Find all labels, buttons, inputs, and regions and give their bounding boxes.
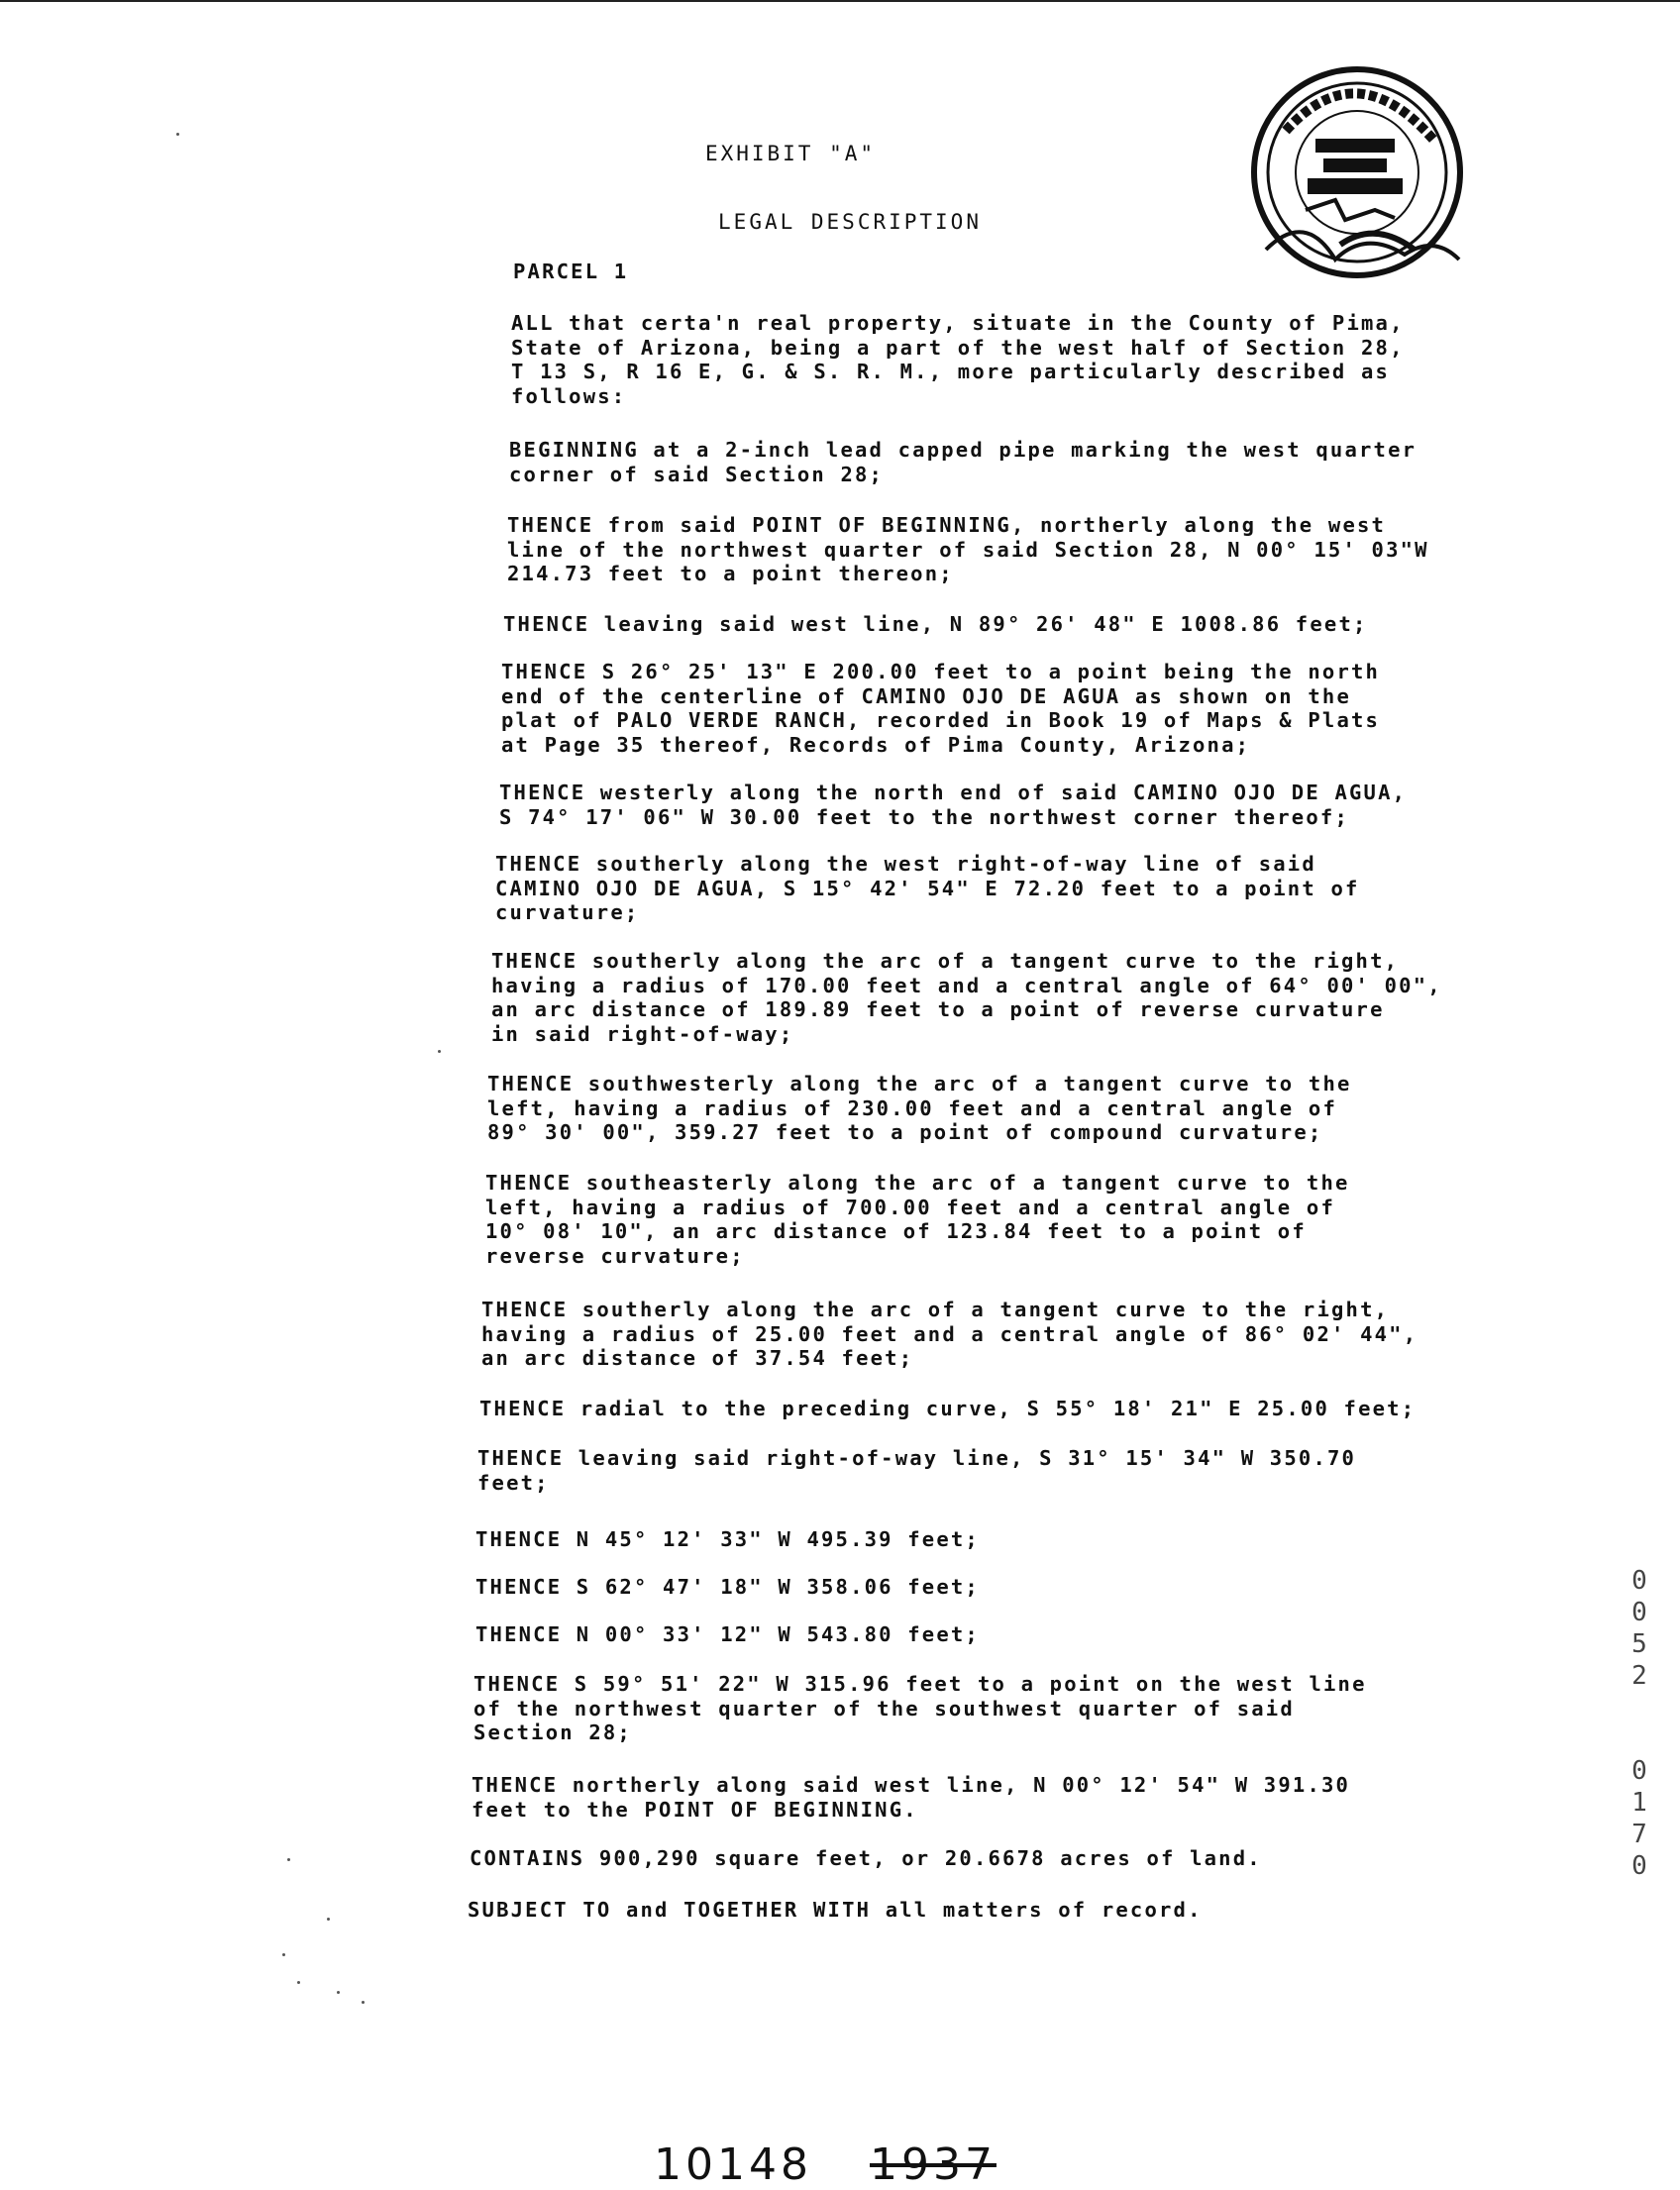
paragraph-course-1: THENCE from said POINT OF BEGINNING, northerly along the west line of the northwest quarter of said Section 28, N 00° 15' 03"W 214.73 feet to a point thereon; bbox=[507, 513, 1429, 585]
paragraph-course-2: THENCE leaving said west line, N 89° 26' 48" E 1008.86 feet; bbox=[503, 612, 1368, 636]
parcel-label: PARCEL 1 bbox=[513, 260, 629, 283]
scan-speck bbox=[362, 2001, 365, 2004]
paragraph-course-11: THENCE leaving said right-of-way line, S 31° 15' 34" W 350.70 feet; bbox=[477, 1446, 1357, 1495]
scan-top-edge bbox=[0, 0, 1680, 2]
scan-speck bbox=[176, 133, 179, 136]
scan-speck bbox=[287, 1858, 290, 1861]
paragraph-course-16: THENCE northerly along said west line, N 00° 12' 54" W 391.30 feet to the POINT OF BEGINNING. bbox=[472, 1773, 1351, 1822]
paragraph-course-13: THENCE S 62° 47' 18" W 358.06 feet; bbox=[475, 1575, 980, 1599]
margin-document-number-top: 0 0 5 2 bbox=[1631, 1566, 1647, 1691]
paragraph-course-6: THENCE southerly along the arc of a tangent curve to the right, having a radius of 170.00 feet and a central angle of 64° 00' 00", an arc distance of 189.89 feet to a point of reverse curvature in said right-of-way; bbox=[491, 949, 1442, 1046]
paragraph-course-4: THENCE westerly along the north end of said CAMINO OJO DE AGUA, S 74° 17' 06" W 30.00 feet to the northwest corner thereof; bbox=[499, 781, 1408, 829]
paragraph-course-3: THENCE S 26° 25' 13" E 200.00 feet to a point being the north end of the centerline of CAMINO OJO DE AGUA as shown on the plat of PALO VERDE RANCH, recorded in Book 19 of Maps & Plats at Page 35 thereof, Records of Pima County, Arizona; bbox=[501, 660, 1381, 757]
paragraph-course-9: THENCE southerly along the arc of a tangent curve to the right, having a radius of 25.00 feet and a central angle of 86° 02' 44", an arc distance of 37.54 feet; bbox=[481, 1298, 1418, 1370]
scan-speck bbox=[327, 1918, 330, 1921]
handwritten-page-number bbox=[654, 2139, 997, 2190]
surveyor-seal-stamp bbox=[1246, 61, 1469, 284]
paragraph-course-5: THENCE southerly along the west right-of-way line of said CAMINO OJO DE AGUA, S 15° 42' 54" E 72.20 feet to a point of curvature; bbox=[495, 852, 1360, 924]
paragraph-subject-to: SUBJECT TO and TOGETHER WITH all matters of record. bbox=[468, 1898, 1203, 1922]
scan-speck bbox=[297, 1981, 300, 1984]
paragraph-beginning: BEGINNING at a 2-inch lead capped pipe marking the west quarter corner of said Section 28; bbox=[509, 438, 1418, 486]
paragraph-course-7: THENCE southwesterly along the arc of a tangent curve to the left, having a radius of 230.00 feet and a central angle of 89° 30' 00", 359.27 feet to a point of compound curvature; bbox=[487, 1072, 1352, 1144]
paragraph-intro: ALL that certa'n real property, situate in the County of Pima, State of Arizona, being a part of the west half of Section 28, T 13 S, R 16 E, G. & S. R. M., more particularly described as follows: bbox=[511, 311, 1405, 408]
legal-description-heading: LEGAL DESCRIPTION bbox=[718, 210, 982, 234]
margin-document-number-bottom: 0 1 7 0 bbox=[1631, 1756, 1647, 1881]
paragraph-course-12: THENCE N 45° 12' 33" W 495.39 feet; bbox=[475, 1527, 980, 1551]
paragraph-course-8: THENCE southeasterly along the arc of a tangent curve to the left, having a radius of 700.00 feet and a central angle of 10° 08' 10", an arc distance of 123.84 feet to a point of reverse curvature; bbox=[485, 1171, 1350, 1268]
struck-number: 1937 bbox=[869, 2139, 997, 2190]
scan-speck bbox=[282, 1953, 285, 1956]
paragraph-course-15: THENCE S 59° 51' 22" W 315.96 feet to a point on the west line of the northwest quarter of the southwest quarter of said Section 28; bbox=[473, 1672, 1367, 1744]
handwritten-number: 10148 bbox=[654, 2139, 812, 2190]
paragraph-course-10: THENCE radial to the preceding curve, S 55° 18' 21" E 25.00 feet; bbox=[479, 1397, 1417, 1420]
paragraph-area: CONTAINS 900,290 square feet, or 20.6678 acres of land. bbox=[470, 1846, 1262, 1870]
exhibit-title: EXHIBIT "A" bbox=[704, 142, 877, 165]
scan-speck bbox=[337, 1991, 340, 1994]
paragraph-course-14: THENCE N 00° 33' 12" W 543.80 feet; bbox=[475, 1622, 980, 1646]
scan-speck bbox=[438, 1050, 441, 1053]
